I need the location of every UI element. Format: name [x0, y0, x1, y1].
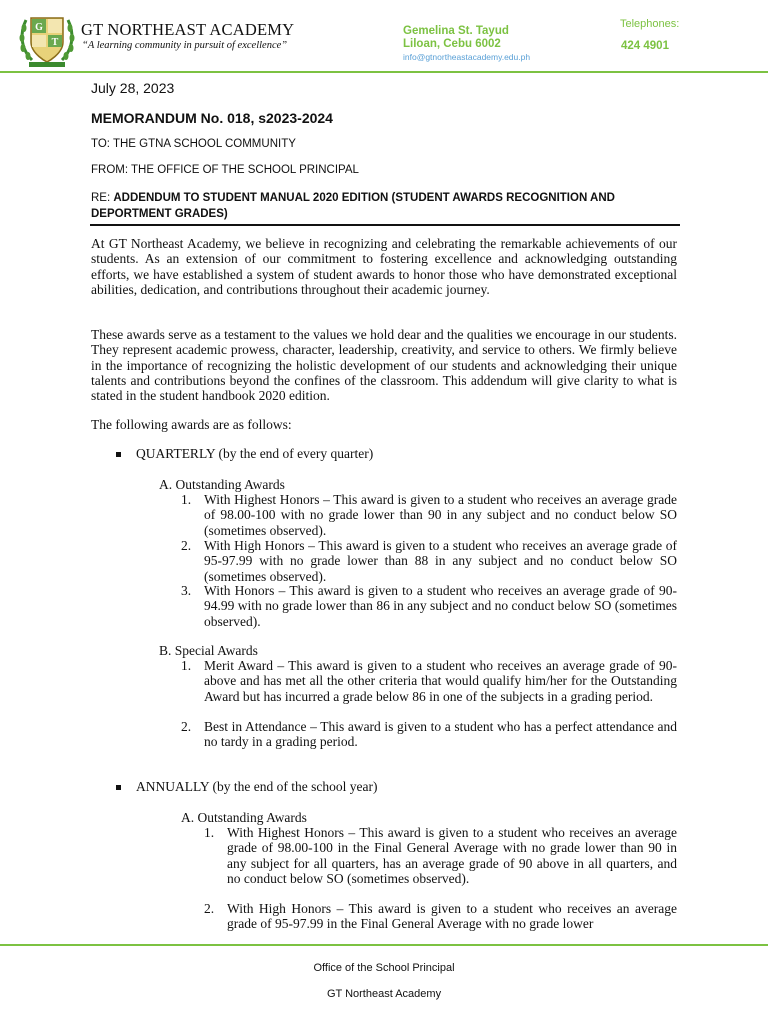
list-item: Best in Attendance – This award is given to a student who has a perfect attendance and no tardy in a grading period.: [204, 719, 677, 750]
bullet-annually: [116, 785, 121, 790]
memo-subject-text: ADDENDUM TO STUDENT MANUAL 2020 EDITION (STUDENT AWARDS RECOGNITION AND DEPORTMENT GRADES): [91, 192, 615, 220]
list-item: With Highest Honors – This award is given to a student who receives an average grade of 98.00-100 in the Final General Average with no grade lower than 90 in any subject for all quarters, has an average grade of 90 above in all quarters, and no conduct below SO (sometimes observed).: [227, 825, 677, 886]
address-line-1: Gemelina St. Tayud: [403, 25, 509, 37]
paragraph-intro: At GT Northeast Academy, we believe in recognizing and celebrating the remarkable achievements of our students. As an extension of our commitment to fostering excellence and acknowledging outstanding efforts, we have established a system of student awards to honor those who have demonstrated exceptional abilities, dedication, and contributions throughout their academic journey.: [91, 236, 677, 297]
list-number: 3.: [181, 583, 192, 598]
memo-from: FROM: THE OFFICE OF THE SCHOOL PRINCIPAL: [91, 164, 359, 176]
list-number: 1.: [181, 492, 192, 507]
list-number: 2.: [204, 901, 215, 916]
list-number: 2.: [181, 719, 192, 734]
logo-letter-t: T: [51, 37, 59, 48]
awards-intro: The following awards are as follows:: [91, 417, 292, 432]
annually-outstanding-heading: A. Outstanding Awards: [181, 810, 307, 825]
list-item: Merit Award – This award is given to a student who receives an average grade of 90- above and has met all the other criteria that would qualify him/her for the Outstanding Award but has incurred a grade below 86 in one of the subjects in a grading period.: [204, 658, 677, 704]
quarterly-heading: QUARTERLY (by the end of every quarter): [136, 446, 374, 461]
address-line-2: Liloan, Cebu 6002: [403, 38, 501, 50]
footer-school: GT Northeast Academy: [326, 988, 442, 1000]
school-tagline: “A learning community in pursuit of excellence”: [82, 40, 288, 51]
memo-subject: [91, 190, 691, 222]
list-number: 2.: [181, 538, 192, 553]
list-item: With High Honors – This award is given to a student who receives an average grade of 95-97.99 with no grade lower than 88 in any subject and no conduct below SO (sometimes observed).: [204, 538, 677, 584]
annually-heading: ANNUALLY (by the end of the school year): [136, 779, 378, 794]
memo-to: TO: THE GTNA SCHOOL COMMUNITY: [91, 138, 296, 150]
email-address: info@gtnortheastacademy.edu.ph: [403, 52, 531, 62]
quarterly-special-heading: B. Special Awards: [159, 643, 258, 658]
memo-number: MEMORANDUM No. 018, s2023-2024: [91, 110, 333, 126]
footer-office: Office of the School Principal: [313, 962, 455, 974]
list-item: With Honors – This award is given to a student who receives an average grade of 90-94.99 with no grade lower than 86 in any subject and no conduct below SO (sometimes observed).: [204, 583, 677, 629]
list-number: 1.: [204, 825, 215, 840]
bullet-quarterly: [116, 452, 121, 457]
school-logo: [18, 10, 76, 70]
list-number: 1.: [181, 658, 192, 673]
list-item: With High Honors – This award is given to a student who receives an average grade of 95-97.99 in the Final General Average with no grade lower: [227, 901, 677, 932]
logo-letter-g: G: [35, 22, 43, 33]
memo-date: July 28, 2023: [91, 80, 175, 96]
school-name: GT NORTHEAST ACADEMY: [81, 20, 295, 39]
subject-divider: [90, 224, 680, 226]
header-divider: [0, 71, 768, 73]
footer-divider: [0, 944, 768, 946]
paragraph-values: These awards serve as a testament to the values we hold dear and the qualities we encourage in our students. They represent academic prowess, character, leadership, creativity, and service to others. We firmly believe in the importance of recognizing the holistic development of our students and acknowledging their unique talents and contributions beyond the confines of the classroom. This addendum will give clarity to what is stated in the student handbook 2020 edition.: [91, 327, 677, 404]
quarterly-outstanding-heading: A. Outstanding Awards: [159, 477, 285, 492]
telephone-number: 424 4901: [621, 40, 669, 52]
memo-subject-label: RE:: [91, 192, 114, 204]
telephone-label: Telephones:: [620, 18, 680, 30]
list-item: With Highest Honors – This award is given to a student who receives an average grade of 98.00-100 with no grade lower than 90 in any subject and no conduct below SO (sometimes observed).: [204, 492, 677, 538]
